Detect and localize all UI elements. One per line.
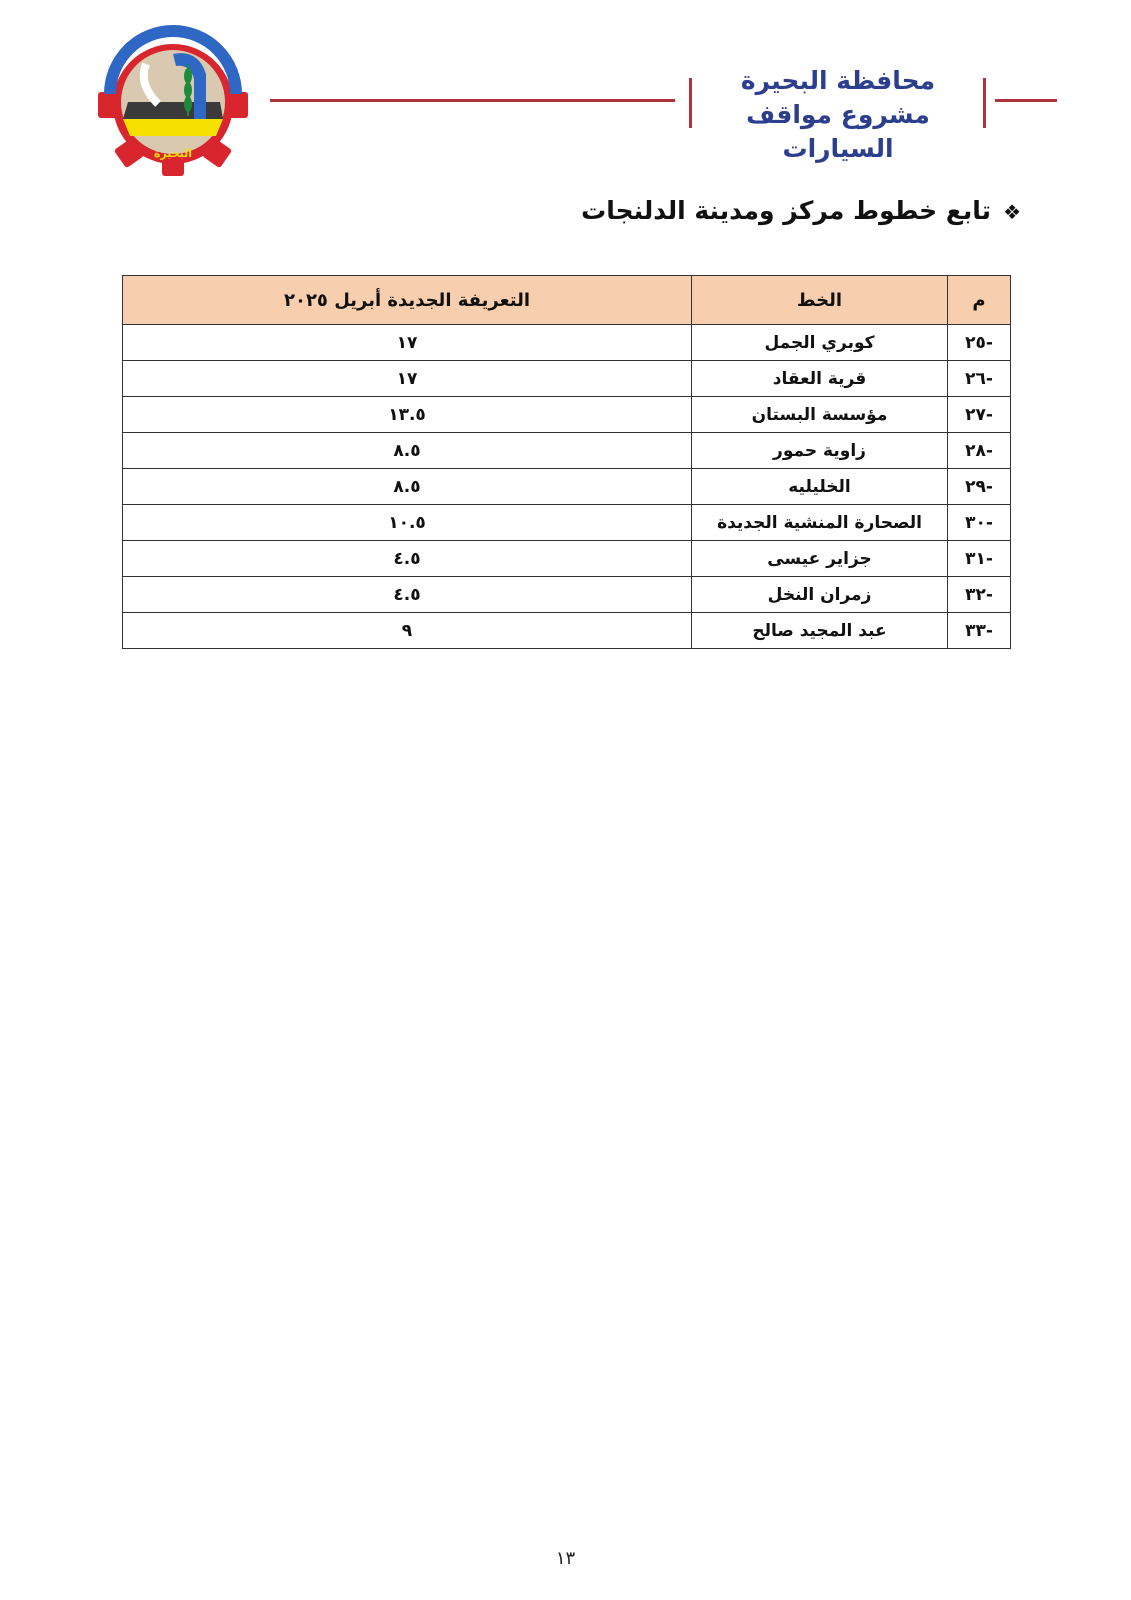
header-bar-right bbox=[983, 78, 986, 128]
table-row bbox=[123, 541, 1011, 577]
row-tariff: ١٧ bbox=[123, 325, 692, 361]
header-num: م bbox=[948, 276, 1011, 325]
table-row bbox=[123, 505, 1011, 541]
table-row bbox=[123, 469, 1011, 505]
table-row bbox=[123, 433, 1011, 469]
header-tariff: التعريفة الجديدة أبريل ٢٠٢٥ bbox=[123, 276, 692, 325]
row-tariff: ١٧ bbox=[123, 361, 692, 397]
row-num: -٢٦ bbox=[948, 361, 1011, 397]
row-line: قرية العقاد bbox=[692, 361, 948, 397]
row-line: كوبري الجمل bbox=[692, 325, 948, 361]
row-line: مؤسسة البستان bbox=[692, 397, 948, 433]
row-num: -٢٥ bbox=[948, 325, 1011, 361]
row-num: -٢٩ bbox=[948, 469, 1011, 505]
header-line: الخط bbox=[692, 276, 948, 325]
section-title-text: تابع خطوط مركز ومدينة الدلنجات bbox=[581, 196, 992, 225]
page-number: ١٣ bbox=[555, 1548, 576, 1569]
row-tariff: ١٣.٥ bbox=[123, 397, 692, 433]
governorate-name: محافظة البحيرة bbox=[740, 66, 936, 95]
row-line: زمران النخل bbox=[692, 577, 948, 613]
row-num: -٣٢ bbox=[948, 577, 1011, 613]
header-title-block bbox=[700, 64, 976, 166]
row-num: -٢٨ bbox=[948, 433, 1011, 469]
svg-text:البحيرة: البحيرة bbox=[153, 147, 193, 160]
row-tariff: ٤.٥ bbox=[123, 541, 692, 577]
row-line: زاوية حمور bbox=[692, 433, 948, 469]
row-line: عبد المجيد صالح bbox=[692, 613, 948, 649]
row-line: جزاير عيسى bbox=[692, 541, 948, 577]
table-row bbox=[123, 613, 1011, 649]
row-tariff: ٤.٥ bbox=[123, 577, 692, 613]
row-num: -٣١ bbox=[948, 541, 1011, 577]
header-divider-right bbox=[995, 99, 1057, 102]
row-tariff: ٨.٥ bbox=[123, 433, 692, 469]
project-name: مشروع مواقف السيارات bbox=[746, 100, 930, 163]
table-row bbox=[123, 361, 1011, 397]
governorate-logo bbox=[98, 24, 248, 176]
table-row bbox=[123, 325, 1011, 361]
row-line: الخليليه bbox=[692, 469, 948, 505]
header-bar-left bbox=[689, 78, 692, 128]
header-divider-left bbox=[270, 99, 675, 102]
row-tariff: ٩ bbox=[123, 613, 692, 649]
table-header-row bbox=[123, 276, 1011, 325]
table-row bbox=[123, 577, 1011, 613]
table-row bbox=[123, 397, 1011, 433]
section-heading bbox=[581, 196, 1021, 225]
row-line: الصحارة المنشية الجديدة bbox=[692, 505, 948, 541]
row-tariff: ٨.٥ bbox=[123, 469, 692, 505]
diamond-bullet-icon: ❖ bbox=[1003, 200, 1021, 224]
row-num: -٣٣ bbox=[948, 613, 1011, 649]
row-tariff: ١٠.٥ bbox=[123, 505, 692, 541]
tariff-table bbox=[122, 275, 1011, 649]
row-num: -٣٠ bbox=[948, 505, 1011, 541]
row-num: -٢٧ bbox=[948, 397, 1011, 433]
